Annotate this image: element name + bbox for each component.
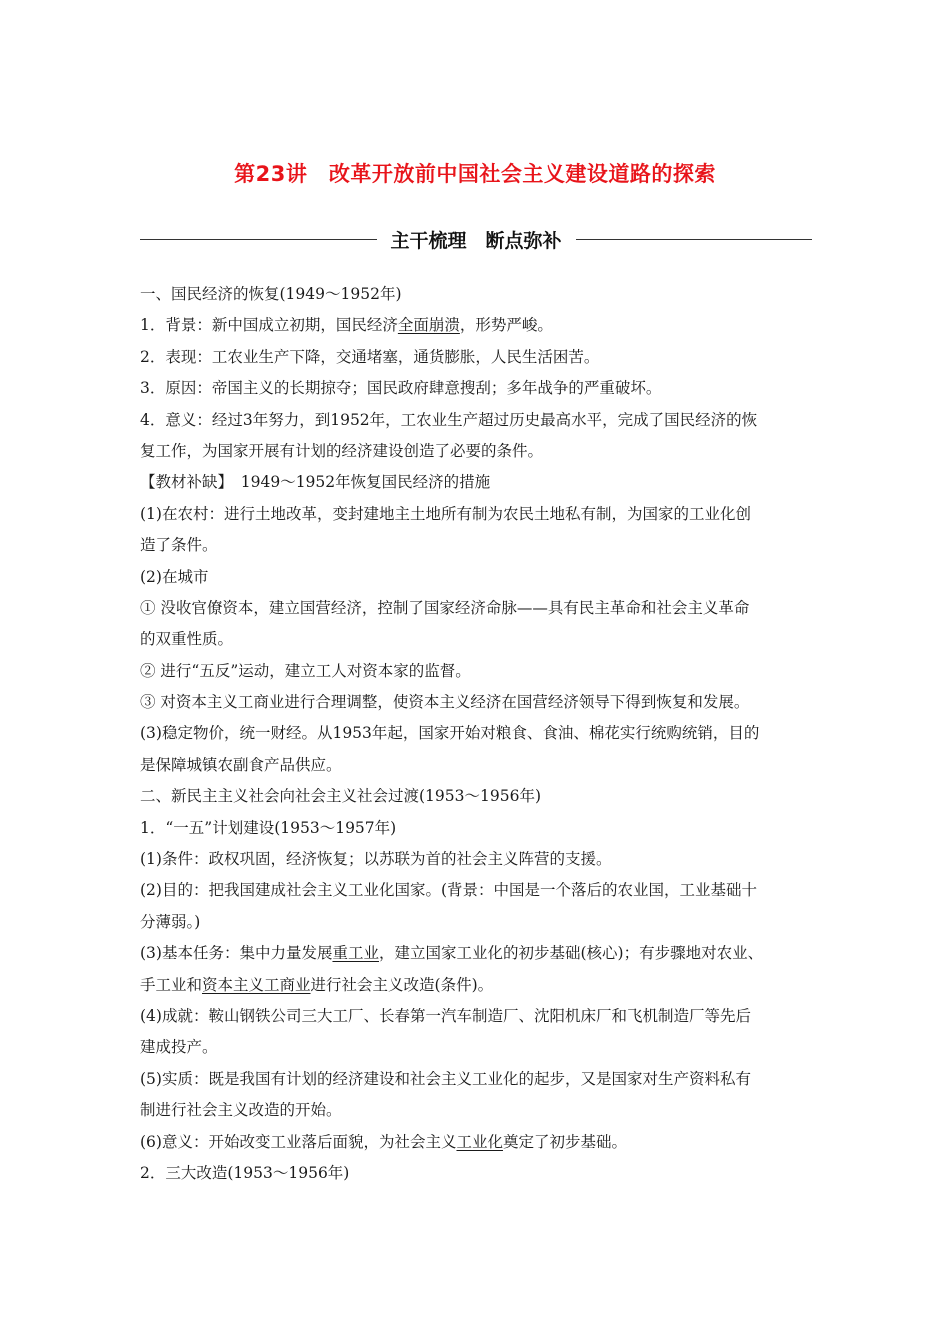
- document-body: [140, 279, 812, 1189]
- text-segment: (4)成就：鞍山钢铁公司三大工厂、长春第一汽车制造厂、沈阳机床厂和飞机制造厂等先后: [140, 1006, 751, 1025]
- text-segment: 建成投产。: [140, 1038, 218, 1057]
- text-line: [140, 499, 812, 530]
- text-segment: (5)实质：既是我国有计划的经济建设和社会主义工业化的起步，又是国家对生产资料私有: [140, 1069, 751, 1088]
- text-segment: (3)基本任务：集中力量发展: [140, 944, 333, 963]
- text-line: [140, 875, 812, 906]
- text-segment: 2．三大改造(1953～1956年): [140, 1163, 350, 1182]
- text-segment: 1．“一五”计划建设(1953～1957年): [140, 818, 397, 837]
- text-segment: (1)条件：政权巩固，经济恢复；以苏联为首的社会主义阵营的支援。: [140, 850, 612, 869]
- text-line: [140, 562, 812, 593]
- text-line: [140, 907, 812, 938]
- text-line: [140, 530, 812, 561]
- underlined-term: 全面崩溃: [397, 316, 460, 335]
- page-title: 第23讲 改革开放前中国社会主义建设道路的探索: [234, 162, 716, 186]
- text-line: [140, 310, 812, 341]
- section-header-right-rule: [576, 239, 813, 240]
- text-segment: ，建立国家工业化的初步基础(核心)；有步骤地对农业、: [378, 944, 764, 963]
- text-segment: 一、国民经济的恢复(1949～1952年): [140, 285, 402, 303]
- text-segment: (2)目的：把我国建成社会主义工业化国家。(背景：中国是一个落后的农业国，工业基础十: [140, 881, 758, 900]
- text-segment: ，形势严峻。: [459, 316, 553, 335]
- text-segment: 手工业和: [140, 975, 203, 994]
- text-segment: ② 进行“五反”运动，建立工人对资本家的监督。: [140, 661, 471, 680]
- text-segment: 进行社会主义改造(条件)。: [310, 975, 494, 994]
- text-line: [140, 781, 812, 812]
- text-line: [140, 813, 812, 844]
- text-line: [140, 1064, 812, 1095]
- section-header: [140, 226, 812, 252]
- underlined-term: 重工业: [332, 944, 379, 963]
- text-segment: 2．表现：工农业生产下降，交通堵塞，通货膨胀，人民生活困苦。: [140, 347, 600, 366]
- text-segment: (3)稳定物价，统一财经。从1953年起，国家开始对粮食、食油、棉花实行统购统销，目的: [140, 724, 760, 743]
- text-line: [140, 687, 812, 718]
- text-segment: (6)意义：开始改变工业落后面貌，为社会主义: [140, 1132, 457, 1151]
- text-line: [140, 405, 812, 436]
- text-segment: (1)在农村：进行土地改革，变封建地主土地所有制为农民土地私有制，为国家的工业化创: [140, 504, 751, 523]
- text-segment: 二、新民主主义社会向社会主义社会过渡(1953～1956年): [140, 787, 541, 806]
- underlined-term: 资本主义工商业: [202, 975, 311, 994]
- text-segment: 制进行社会主义改造的开始。: [140, 1101, 342, 1120]
- text-line: [140, 938, 812, 969]
- section-header-label: 主干梳理 断点弥补: [390, 229, 562, 252]
- text-segment: 奠定了初步基础。: [502, 1132, 627, 1151]
- text-line: [140, 624, 812, 655]
- text-segment: 造了条件。: [140, 536, 218, 555]
- text-line: [140, 279, 812, 310]
- text-line: [140, 718, 812, 749]
- text-segment: 4．意义：经过3年努力，到1952年，工农业生产超过历史最高水平，完成了国民经济的恢: [140, 410, 758, 429]
- text-segment: 是保障城镇农副食产品供应。: [140, 755, 342, 774]
- text-line: [140, 1158, 812, 1189]
- text-segment: 分薄弱。): [140, 912, 201, 931]
- text-segment: 1．背景：新中国成立初期，国民经济: [140, 316, 398, 335]
- text-line: [140, 467, 812, 498]
- text-line: [140, 593, 812, 624]
- text-line: [140, 750, 812, 781]
- text-segment: ① 没收官僚资本，建立国营经济，控制了国家经济命脉——具有民主革命和社会主义革命: [140, 598, 750, 617]
- text-segment: (2)在城市: [140, 567, 209, 586]
- text-line: [140, 1127, 812, 1158]
- text-line: [140, 1032, 812, 1063]
- section-header-left-rule: [140, 239, 377, 240]
- text-segment: ③ 对资本主义工商业进行合理调整，使资本主义经济在国营经济领导下得到恢复和发展。: [140, 693, 750, 712]
- text-line: [140, 342, 812, 373]
- text-line: [140, 1095, 812, 1126]
- text-segment: 【教材补缺】 1949～1952年恢复国民经济的措施: [140, 473, 491, 492]
- text-segment: 复工作，为国家开展有计划的经济建设创造了必要的条件。: [140, 441, 544, 460]
- text-segment: 的双重性质。: [140, 630, 234, 649]
- text-segment: 3．原因：帝国主义的长期掠夺；国民政府肆意搜刮；多年战争的严重破坏。: [140, 379, 662, 398]
- underlined-term: 工业化: [456, 1132, 503, 1151]
- text-line: [140, 656, 812, 687]
- text-line: [140, 373, 812, 404]
- text-line: [140, 970, 812, 1001]
- text-line: [140, 1001, 812, 1032]
- text-line: [140, 844, 812, 875]
- text-line: [140, 436, 812, 467]
